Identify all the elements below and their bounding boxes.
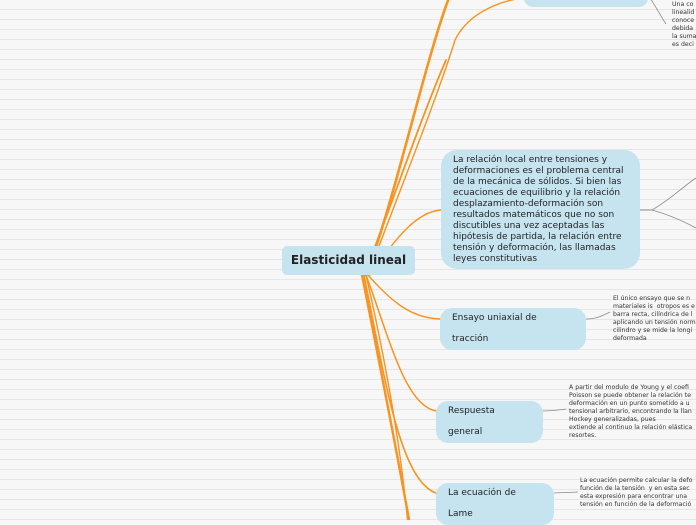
link-central-1: [640, 178, 696, 210]
top-branch-note: Una co linealid conoce debida la suma es deci: [672, 1, 696, 48]
link-top-note: [648, 0, 666, 24]
root-topic[interactable]: Elasticidad lineal: [282, 246, 415, 275]
branch-respuesta-general[interactable]: Respuesta general: [436, 401, 543, 443]
note-ecuacion-lame: La ecuación permite calcular la defo función de la tensión y en esta sec esta expresión para encontrar una tensión en función de la deformació: [580, 477, 693, 508]
link-root-top-3: [364, 60, 446, 275]
link-lame-note: [554, 492, 578, 493]
note-respuesta-general: A partir del modulo de Young y el coefi Poisson se puede obtener la relación te deformación en un punto sometido a u tensional arbitrario, encontrando la llan Hockey generalizadas, pues extiende al continuo la relación elástica resortes.: [569, 384, 693, 439]
link-ensayo-note: [586, 312, 610, 319]
link-root-top-1: [366, 0, 450, 275]
note-ensayo-uniaxial: El único ensayo que se n materiales is otropos es e barra recta, cilíndrica de l aplicando un tensión norm cilindro y se mide la longi deformada: [613, 295, 696, 342]
branch-ecuacion-lame[interactable]: La ecuación de Lame: [436, 483, 554, 525]
link-central-2: [640, 210, 696, 228]
link-respuesta-note: [543, 409, 566, 411]
top-branch-node[interactable]: [524, 0, 648, 7]
branch-ensayo-uniaxial[interactable]: Ensayo uniaxial de tracción: [440, 308, 586, 350]
link-root-bottom-1: [362, 275, 410, 520]
central-topic[interactable]: La relación local entre tensiones y deformaciones es el problema central de la mecánica de sólidos. Si bien las ecuaciones de equilibrio y la relación desplazamiento-deformación son resultados matemáticos que no son discutibles una vez aceptadas las hipótesis de partida, la relación entre tensión y deformación, las llamadas leyes constitutivas: [441, 150, 640, 269]
